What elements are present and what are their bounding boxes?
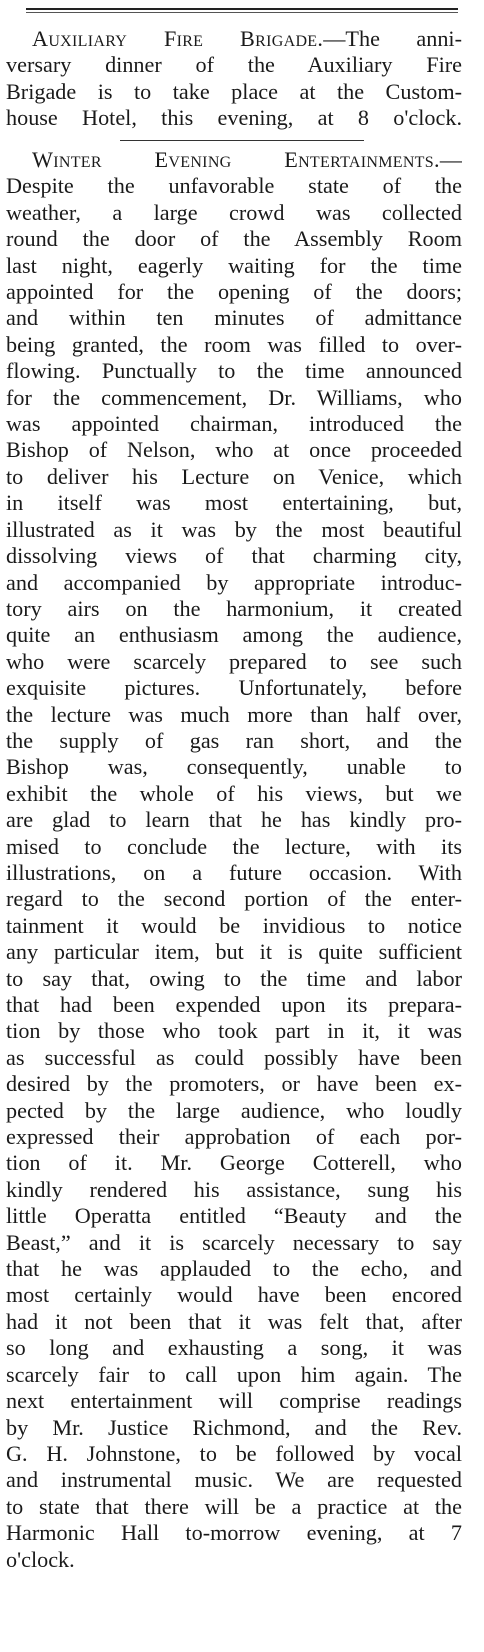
article-line: —The anni-	[323, 26, 462, 51]
article-first-line	[6, 26, 462, 52]
article-line: regard to the second portion of the enter-	[6, 886, 462, 912]
article-line: Bishop of Nelson, who at once proceeded	[6, 437, 462, 463]
article-line: versary dinner of the Auxiliary Fire	[6, 52, 462, 78]
article-line: mised to conclude the lecture, with its	[6, 833, 462, 859]
article-heading: Auxiliary Fire Brigade.	[32, 26, 324, 51]
article-line: Despite the unfavorable state of the	[6, 173, 462, 199]
article-line: illustrated as it was by the most beautiful	[6, 516, 462, 542]
article-line: in itself was most entertaining, but,	[6, 490, 462, 516]
article-line: exhibit the whole of his views, but we	[6, 780, 462, 806]
top-rule-thin	[26, 12, 458, 13]
article-line: little Operatta entitled “Beauty and the	[6, 1203, 462, 1229]
article-line: so long and exhausting a song, it was	[6, 1335, 462, 1361]
article-line: the lecture was much more than half over,	[6, 701, 462, 727]
article-line: last night, eagerly waiting for the time	[6, 252, 462, 278]
article-line: illustrations, on a future occasion. With	[6, 859, 462, 885]
article-line: that he was applauded to the echo, and	[6, 1256, 462, 1282]
top-rule	[26, 8, 458, 10]
article-line: tion by those who took part in it, it was	[6, 1018, 462, 1044]
article-line: any particular item, but it is quite sufficient	[6, 939, 462, 965]
article-line: Beast,” and it is scarcely necessary to say	[6, 1229, 462, 1255]
article-line: the supply of gas ran short, and the	[6, 727, 462, 753]
article-line: round the door of the Assembly Room	[6, 226, 462, 252]
article-heading: Winter Evening Entertainments.	[32, 147, 440, 172]
article-line: being granted, the room was filled to over-	[6, 331, 462, 357]
article-winter-evening-entertainments	[6, 147, 462, 1573]
article-line: had it not been that it was felt that, after	[6, 1308, 462, 1334]
article-line: o'clock.	[6, 1546, 75, 1572]
article-line: flowing. Punctually to the time announced	[6, 358, 462, 384]
article-line: G. H. Johnstone, to be followed by vocal	[6, 1440, 462, 1466]
article-line: tion of it. Mr. George Cotterell, who	[6, 1150, 462, 1176]
article-line: next entertainment will comprise readings	[6, 1388, 462, 1414]
article-line: Harmonic Hall to-morrow evening, at 7	[6, 1520, 462, 1546]
article-line: to say that, owing to the time and labor	[6, 965, 462, 991]
article-line: to state that there will be a practice at the	[6, 1493, 462, 1519]
article-line: expressed their approbation of each por-	[6, 1124, 462, 1150]
article-line: —	[439, 147, 462, 172]
article-line: appointed for the opening of the doors;	[6, 279, 462, 305]
article-line: Bishop was, consequently, unable to	[6, 754, 462, 780]
article-line: as successful as could possibly have been	[6, 1044, 462, 1070]
article-line: house Hotel, this evening, at 8 o'clock.	[6, 105, 462, 131]
article-line: by Mr. Justice Richmond, and the Rev.	[6, 1414, 462, 1440]
article-line: dissolving views of that charming city,	[6, 543, 462, 569]
article-line: scarcely fair to call upon him again. The	[6, 1361, 462, 1387]
article-line: Brigade is to take place at the Custom-	[6, 78, 462, 104]
article-line: are glad to learn that he has kindly pro-	[6, 807, 462, 833]
article-line: desired by the promoters, or have been ex-	[6, 1071, 462, 1097]
article-line: quite an enthusiasm among the audience,	[6, 622, 462, 648]
article-line: kindly rendered his assistance, sung his	[6, 1176, 462, 1202]
article-line: tory airs on the harmonium, it created	[6, 595, 462, 621]
article-line: most certainly would have been encored	[6, 1282, 462, 1308]
article-line: for the commencement, Dr. Williams, who	[6, 384, 462, 410]
article-line: that had been expended upon its prepara-	[6, 992, 462, 1017]
article-line: and instrumental music. We are requested	[6, 1467, 462, 1493]
article-line: and within ten minutes of admittance	[6, 305, 462, 331]
article-line: who were scarcely prepared to see such	[6, 648, 462, 674]
article-line: exquisite pictures. Unfortunately, before	[6, 675, 462, 701]
article-line: pected by the large audience, who loudly	[6, 1097, 462, 1123]
article-line: to deliver his Lecture on Venice, which	[6, 463, 462, 489]
article-first-line	[6, 147, 462, 173]
article-line: was appointed chairman, introduced the	[6, 411, 462, 437]
article-separator-rule	[120, 140, 364, 141]
article-line: and accompanied by appropriate introduc-	[6, 569, 462, 595]
article-line: weather, a large crowd was collected	[6, 199, 462, 225]
article-line: tainment it would be invidious to notice	[6, 912, 462, 938]
article-auxiliary-fire-brigade	[6, 26, 462, 132]
